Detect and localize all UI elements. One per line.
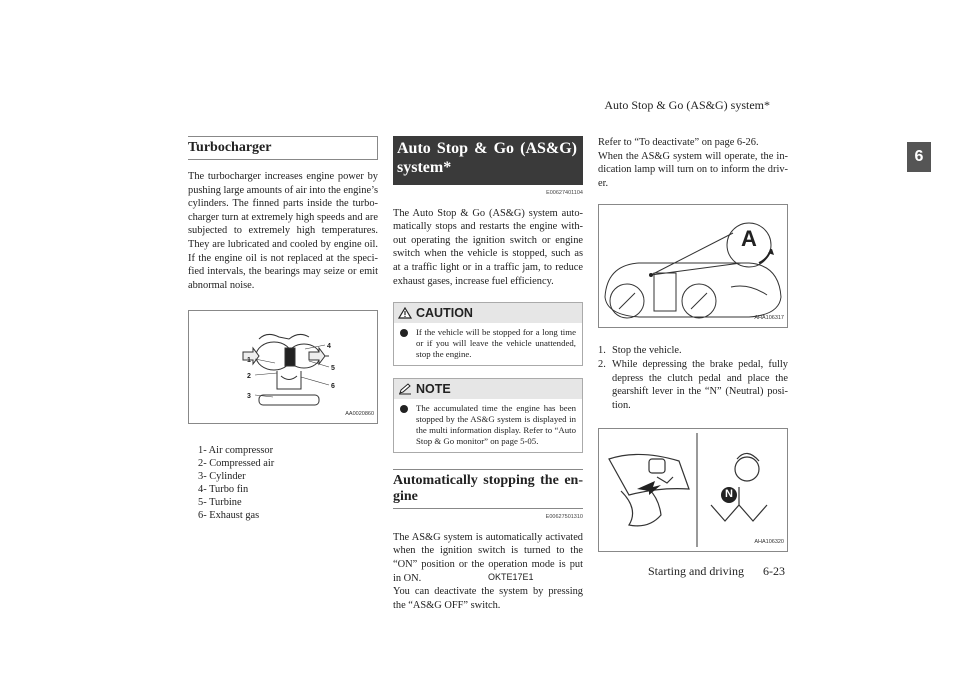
callout-6: 6 — [331, 383, 335, 391]
section-tab: 6 — [907, 142, 931, 172]
figure-code: AHA106317 — [754, 314, 784, 321]
turbocharger-illustration — [189, 311, 377, 423]
legend-item: 3- Cylinder — [198, 471, 246, 483]
pedal-gearshift-figure — [598, 428, 788, 552]
step-list — [598, 344, 788, 412]
caution-title-bar — [394, 303, 582, 323]
running-head: Auto Stop & Go (AS&G) system* — [604, 98, 770, 112]
auto-stop-code: E00627501310 — [545, 514, 583, 521]
callout-5: 5 — [331, 365, 335, 373]
column-1 — [188, 136, 378, 522]
turbocharger-heading: Turbocharger — [188, 136, 378, 160]
legend-item: 6- Exhaust gas — [198, 510, 260, 522]
callout-3: 3 — [247, 393, 251, 401]
instrument-cluster-figure — [598, 204, 788, 328]
note-title-bar — [394, 379, 582, 399]
note-pencil-icon — [398, 383, 412, 395]
step-number: 2. — [598, 358, 606, 370]
neutral-label: N — [725, 488, 733, 501]
instrument-cluster-illustration — [599, 205, 787, 327]
caution-item — [394, 323, 582, 365]
callout-1: 1 — [247, 357, 251, 365]
auto-stop-body-2: You can deactivate the system by pressing the “AS&G OFF” switch. — [393, 586, 583, 611]
indicator-text: When the AS&G system will operate, the indication lamp will turn on to inform the driver. — [598, 150, 788, 189]
caution-box — [393, 302, 583, 366]
pedal-gearshift-illustration — [599, 429, 787, 551]
callout-2: 2 — [247, 373, 251, 381]
note-box — [393, 378, 583, 453]
callout-4: 4 — [327, 343, 331, 351]
figure-code: AHA106320 — [754, 538, 784, 545]
warning-triangle-icon — [398, 307, 412, 319]
note-title: NOTE — [416, 381, 451, 396]
document-code: OKTE17E1 — [488, 572, 534, 582]
page-number: 6-23 — [763, 564, 785, 578]
step-item — [598, 358, 788, 412]
refer-text: Refer to “To deactivate” on page 6-26. — [598, 137, 759, 148]
footer-section: Starting and driving — [648, 564, 744, 578]
step-item — [598, 344, 788, 358]
note-text: The accumulated time the engine has been stopped by the AS&G system is displayed in the multi information display. Refer to “Auto Stop & Go monitor” on page 5-05. — [416, 403, 576, 447]
legend-item: 5- Turbine — [198, 497, 242, 509]
figure-code: AA0020860 — [345, 410, 374, 417]
caution-text: If the vehicle will be stopped for a long time or if you will leave the vehicle unattended, stop the engine. — [416, 327, 576, 360]
column-2 — [393, 136, 583, 612]
legend-item: 4- Turbo fin — [198, 484, 249, 496]
asg-heading: Auto Stop & Go (AS&G) system* — [393, 136, 583, 185]
turbocharger-legend — [188, 444, 378, 522]
caution-title: CAUTION — [416, 305, 473, 320]
auto-stop-subheading: Automatically stopping the engine — [393, 469, 583, 509]
turbocharger-body: The turbocharger increases engine power by pushing large amounts of air into the engine’s cylinders. The finned parts inside the turbocharger turn at extremely high speeds and are subjected to extremely high temperatures. They are lubricated and cooled by engine oil. If the engine oil is not replaced at the specified intervals, the bearings may seize or emit abnormal noise. — [188, 171, 378, 291]
turbocharger-figure — [188, 310, 378, 424]
note-item — [394, 399, 582, 452]
step-text: While depressing the brake pedal, fully depress the clutch pedal and place the gearshift lever in the “N” (Neutral) position. — [612, 358, 788, 411]
step-number: 1. — [598, 345, 606, 357]
indicator-label-a: A — [741, 226, 757, 252]
bullet-icon — [400, 329, 408, 337]
auto-stop-body: The AS&G system is automatically activated when the ignition switch is turned to the “ON” position or the operation mode is put in ON. — [393, 531, 583, 584]
step-text: Stop the vehicle. — [612, 345, 682, 357]
legend-item: 1- Air compressor — [198, 445, 274, 457]
legend-item: 2- Compressed air — [198, 458, 275, 470]
column-3 — [598, 136, 788, 552]
bullet-icon — [400, 405, 408, 413]
asg-body: The Auto Stop & Go (AS&G) system automatically stops and restarts the engine without operating the ignition switch or engine switch when the vehicle is stopped, such as at a traffic light or in a traffic jam, to reduce exhaust gases, increase fuel efficiency. — [393, 207, 583, 287]
asg-heading-code: E00627401104 — [546, 190, 583, 196]
